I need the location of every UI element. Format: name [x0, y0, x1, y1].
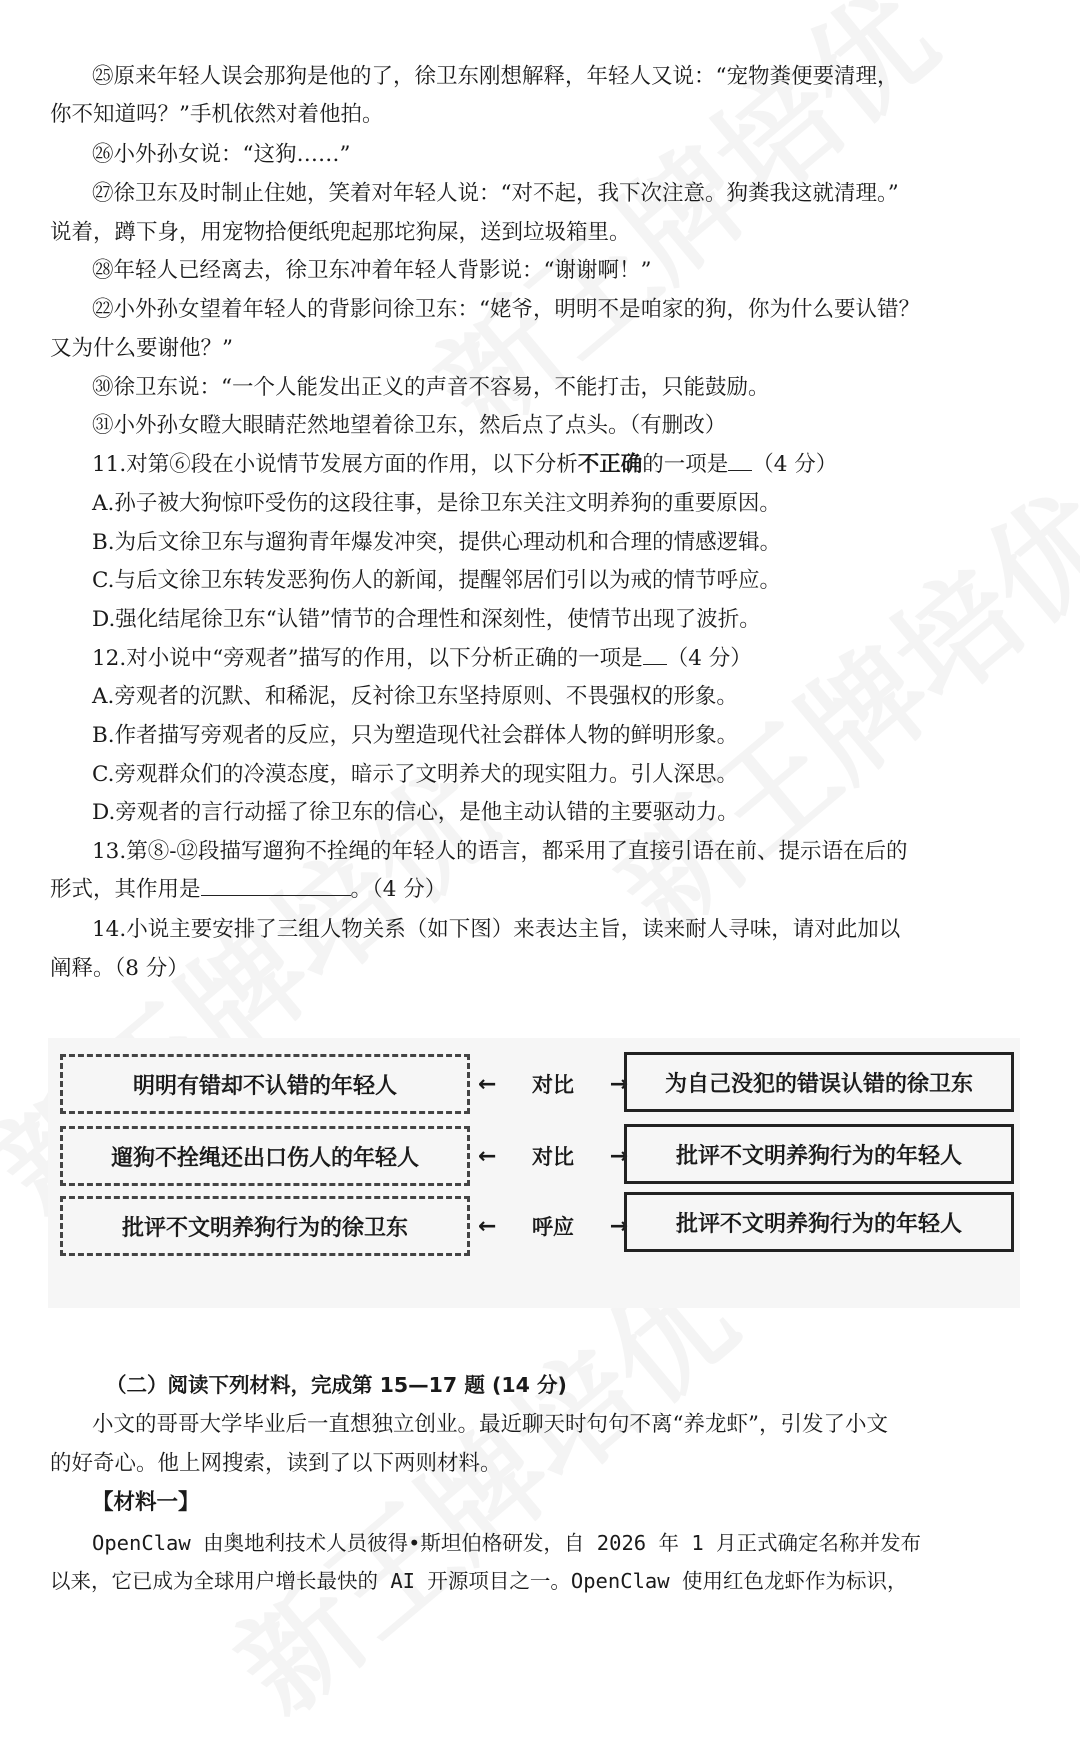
arrow-left-icon: ←: [478, 1143, 497, 1169]
diagram-relation: ← 呼应 →: [478, 1213, 628, 1239]
option-d: D.旁观者的言行动摇了徐卫东的信心，是他主动认错的主要驱动力。: [92, 800, 739, 825]
story-paragraph: ㉕原来年轻人误会那狗是他的了，徐卫东刚想解释，年轻人又说：“宠物粪便要清理，: [92, 64, 899, 89]
section-intro: 小文的哥哥大学毕业后一直想独立创业。最近聊天时句句不离“养龙虾”，引发了小文: [92, 1412, 888, 1437]
story-paragraph: 你不知道吗？”手机依然对着他拍。: [50, 102, 384, 127]
section-intro: 的好奇心。他上网搜索，读到了以下两则材料。: [50, 1451, 502, 1476]
answer-blank[interactable]: [201, 877, 351, 896]
question-12-stem: 12.对小说中“旁观者”描写的作用，以下分析正确的一项是 （4 分）: [92, 646, 752, 671]
material-paragraph: OpenClaw 由奥地利技术人员彼得•斯坦伯格研发，自 2026 年 1 月正式确定名称并发布: [92, 1531, 921, 1555]
answer-blank[interactable]: [728, 452, 752, 471]
question-14-stem-cont: 阐释。（8 分）: [50, 956, 189, 981]
diagram-right-box: 批评不文明养狗行为的年轻人: [624, 1192, 1014, 1252]
story-paragraph: ㉘年轻人已经离去，徐卫东冲着年轻人背影说：“谢谢啊！”: [92, 258, 652, 283]
question-11-stem: 11.对第⑥段在小说情节发展方面的作用，以下分析不正确的一项是 （4 分）: [92, 452, 838, 477]
story-paragraph: ㉗徐卫东及时制止住她，笑着对年轻人说：“对不起，我下次注意。狗粪我这就清理。”: [92, 181, 899, 206]
option-c: C.与后文徐卫东转发恶狗伤人的新闻，提醒邻居们引以为戒的情节呼应。: [92, 568, 782, 593]
material-title: 【材料一】: [92, 1490, 200, 1515]
diagram-left-box: 明明有错却不认错的年轻人: [60, 1054, 470, 1114]
question-14-stem: 14.小说主要安排了三组人物关系（如下图）来表达主旨，读来耐人寻味，请对此加以: [92, 917, 901, 942]
story-paragraph: 又为什么要谢他？”: [50, 336, 233, 361]
option-a: A.旁观者的沉默、和稀泥，反衬徐卫东坚持原则、不畏强权的形象。: [92, 684, 738, 709]
diagram-relation: ← 对比 →: [478, 1143, 628, 1169]
arrow-right-icon: →: [609, 1213, 628, 1239]
question-13-stem: 13.第⑧-⑫段描写遛狗不拴绳的年轻人的语言，都采用了直接引语在前、提示语在后的: [92, 839, 908, 864]
diagram-left-box: 批评不文明养狗行为的徐卫东: [60, 1196, 470, 1256]
section-heading: （二）阅读下列材料，完成第 15—17 题 (14 分): [106, 1373, 567, 1397]
material-paragraph: 以来，它已成为全球用户增长最快的 AI 开源项目之一。OpenClaw 使用红色龙虾作为标识，: [50, 1569, 908, 1593]
arrow-right-icon: →: [609, 1071, 628, 1097]
option-b: B.为后文徐卫东与遛狗青年爆发冲突，提供心理动机和合理的情感逻辑。: [92, 530, 782, 555]
option-b: B.作者描写旁观者的反应，只为塑造现代社会群体人物的鲜明形象。: [92, 723, 739, 748]
story-paragraph: ㉒小外孙女望着年轻人的背影问徐卫东：“姥爷，明明不是咱家的狗，你为什么要认错？: [92, 297, 920, 322]
story-paragraph: ㉛小外孙女瞪大眼睛茫然地望着徐卫东，然后点了点头。（有删改）: [92, 413, 727, 438]
question-13-stem-cont: 形式，其作用是 。（4 分）: [50, 877, 447, 902]
arrow-left-icon: ←: [478, 1071, 497, 1097]
story-paragraph: ㉖小外孙女说：“这狗……”: [92, 142, 351, 167]
diagram-right-box: 批评不文明养狗行为的年轻人: [624, 1124, 1014, 1184]
story-paragraph: ㉚徐卫东说：“一个人能发出正义的声音不容易，不能打击，只能鼓励。: [92, 375, 770, 400]
diagram-relation: ← 对比 →: [478, 1071, 628, 1097]
answer-blank[interactable]: [643, 646, 667, 665]
diagram-left-box: 遛狗不拴绳还出口伤人的年轻人: [60, 1126, 470, 1186]
arrow-left-icon: ←: [478, 1213, 497, 1239]
diagram-right-box: 为自己没犯的错误认错的徐卫东: [624, 1052, 1014, 1112]
story-paragraph: 说着，蹲下身，用宠物拾便纸兜起那坨狗屎，送到垃圾箱里。: [50, 220, 631, 245]
option-c: C.旁观群众们的冷漠态度，暗示了文明养犬的现实阻力。引人深思。: [92, 762, 739, 787]
option-a: A.孙子被大狗惊吓受伤的这段往事，是徐卫东关注文明养狗的重要原因。: [92, 491, 781, 516]
option-d: D.强化结尾徐卫东“认错”情节的合理性和深刻性，使情节出现了波折。: [92, 607, 761, 632]
arrow-right-icon: →: [609, 1143, 628, 1169]
